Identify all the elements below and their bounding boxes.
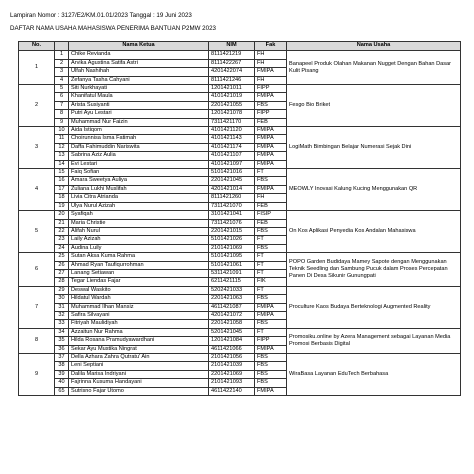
nama-ketua-cell: Fajrinna Kusuma Handayani (69, 379, 209, 387)
nama-ketua-cell: Aida Istiqom (69, 127, 209, 135)
fak-cell: FEB (255, 219, 287, 227)
nama-ketua-cell: Deswal Waskito (69, 286, 209, 294)
nim-cell: 6211421115 (209, 278, 255, 286)
nama-ketua-cell: Sekar Ayu Mustika Ningrat (69, 345, 209, 353)
nim-cell: 5101421026 (209, 236, 255, 244)
nama-ketua-cell: Laily Azizah (69, 236, 209, 244)
nim-cell: 5101421016 (209, 169, 255, 177)
fak-cell: FMIPA (255, 303, 287, 311)
table-row (19, 127, 461, 135)
table-row (19, 286, 461, 294)
fak-cell: FIK (255, 278, 287, 286)
nama-ketua-cell: Arista Susiyanti (69, 101, 209, 109)
nim-cell: 2101421039 (209, 362, 255, 370)
nim-cell: 7311421076 (209, 219, 255, 227)
nama-ketua-cell: Sutan Aksa Kuma Rahma (69, 253, 209, 261)
nim-cell: 4101421120 (209, 127, 255, 135)
nim-cell: 2201421055 (209, 101, 255, 109)
fak-cell: FIPP (255, 85, 287, 93)
student-business-table (18, 41, 461, 396)
group-number: 5 (19, 211, 55, 253)
fak-cell: FT (255, 269, 287, 277)
row-number: 14 (55, 160, 69, 168)
nim-cell: 7311421170 (209, 118, 255, 126)
nama-ketua-cell: Della Azhara Zahra Qutratu' Ain (69, 354, 209, 362)
nim-cell: 4101421107 (209, 152, 255, 160)
group-number: 3 (19, 127, 55, 169)
fak-cell: FEB (255, 118, 287, 126)
nama-usaha-cell: WiraBasa Layanan EduTech Berbahasa (287, 354, 461, 396)
nim-cell: 4611421066 (209, 345, 255, 353)
nama-usaha-cell: Proculture Kaos Budaya Berteknologi Augmented Reality (287, 286, 461, 328)
nama-ketua-cell: Siti Nurkhayati (69, 85, 209, 93)
nama-ketua-cell: Arvika Agustina Satifa Astri (69, 59, 209, 67)
nama-ketua-cell: Muhammad Nur Faizin (69, 118, 209, 126)
row-number: 27 (55, 269, 69, 277)
row-number: 36 (55, 345, 69, 353)
nama-usaha-cell: Banapeel Produk Olahan Makanan Nugget Dengan Bahan Dasar Kulit Pisang (287, 51, 461, 85)
fak-cell: FT (255, 236, 287, 244)
fak-cell: FBS (255, 362, 287, 370)
fak-cell: FH (255, 59, 287, 67)
nama-ketua-cell: Lanang Setiawan (69, 269, 209, 277)
row-number: 26 (55, 261, 69, 269)
nama-ketua-cell: Fitriyah Maulidiyah (69, 320, 209, 328)
row-number: 4 (55, 76, 69, 84)
lampiran-line: Lampiran Nomor : 3127/E2/KM.01.01/2023 Tanggal : 19 Juni 2023 (10, 12, 192, 19)
fak-cell: FBS (255, 370, 287, 378)
nama-ketua-cell: Zefanya Tasha Cahyani (69, 76, 209, 84)
nama-ketua-cell: Evi Lestari (69, 160, 209, 168)
row-number: 23 (55, 236, 69, 244)
row-number: 31 (55, 303, 69, 311)
fak-cell: FH (255, 194, 287, 202)
fak-cell: FT (255, 169, 287, 177)
nim-cell: 4201422074 (209, 68, 255, 76)
row-number: 65 (55, 387, 69, 395)
nama-usaha-cell: MEOWLY Inovasi Kalung Kucing Menggunakan QR (287, 169, 461, 211)
nama-ketua-cell: Ulya Nurul Azizah (69, 202, 209, 210)
row-number: 18 (55, 194, 69, 202)
row-number: 13 (55, 152, 69, 160)
nim-cell: 5311421091 (209, 269, 255, 277)
group-number: 1 (19, 51, 55, 85)
nama-usaha-cell: POPO Garden Budidaya Mamey Sapote dengan Menggunakan Teknik Seedling dan Sambung Pucuk dalam Proses Percepatan Panen Di Desa Sikunir Gunungpati (287, 253, 461, 287)
nama-usaha-cell: Promosiku.online by Azera Management sebagai Layanan Media Promosi Berbasis Digital (287, 328, 461, 353)
row-number: 33 (55, 320, 69, 328)
row-number: 22 (55, 227, 69, 235)
fak-cell: FMIPA (255, 345, 287, 353)
nama-ketua-cell: Azzaitun Nur Rahma (69, 328, 209, 336)
row-number: 12 (55, 143, 69, 151)
nama-ketua-cell: Putri Ayu Lestari (69, 110, 209, 118)
col-header-nama-ketua: Nama Ketua (69, 42, 209, 51)
nim-cell: 4101421097 (209, 160, 255, 168)
nama-ketua-cell: Zuliana Lukhi Muslifah (69, 185, 209, 193)
table-row (19, 51, 461, 59)
nim-cell: 1201421011 (209, 85, 255, 93)
nama-ketua-cell: Dalila Marisa Indriyani (69, 370, 209, 378)
fak-cell: FH (255, 51, 287, 59)
group-number: 7 (19, 286, 55, 328)
fak-cell: FBS (255, 177, 287, 185)
nama-ketua-cell: Ahmad Ryan Taufiqurrohman (69, 261, 209, 269)
fak-cell: FMIPA (255, 93, 287, 101)
nama-ketua-cell: Sabrina Aziz Aulia (69, 152, 209, 160)
fak-cell: FMIPA (255, 160, 287, 168)
row-number: 9 (55, 118, 69, 126)
group-number: 6 (19, 253, 55, 287)
nim-cell: 4201421014 (209, 185, 255, 193)
nim-cell: 7311421070 (209, 202, 255, 210)
row-number: 1 (55, 51, 69, 59)
nama-ketua-cell: Audina Luily (69, 244, 209, 252)
row-number: 15 (55, 169, 69, 177)
nama-ketua-cell: Ulfah Nashihah (69, 68, 209, 76)
document-title: DAFTAR NAMA USAHA MAHASISWA PENERIMA BANTUAN P2MW 2023 (10, 25, 216, 32)
row-number: 32 (55, 311, 69, 319)
nim-cell: 4101421019 (209, 93, 255, 101)
nama-ketua-cell: Daffa Fahimuddin Nariswita (69, 143, 209, 151)
nama-usaha-cell: LogiMath Bimbingan Belajar Numerasi Sejak Dini (287, 127, 461, 169)
fak-cell: FISIP (255, 211, 287, 219)
row-number: 11 (55, 135, 69, 143)
nim-cell: 2101421069 (209, 244, 255, 252)
row-number: 39 (55, 370, 69, 378)
row-number: 3 (55, 68, 69, 76)
table-row (19, 328, 461, 336)
nim-cell: 2201421058 (209, 320, 255, 328)
row-number: 17 (55, 185, 69, 193)
nama-ketua-cell: Tegar Liendas Fajar (69, 278, 209, 286)
nim-cell: 2101421056 (209, 354, 255, 362)
fak-cell: FBS (255, 354, 287, 362)
nama-ketua-cell: Livia Citra Atrianda (69, 194, 209, 202)
row-number: 19 (55, 202, 69, 210)
fak-cell: FBS (255, 227, 287, 235)
row-number: 35 (55, 337, 69, 345)
nama-ketua-cell: Muhammad Ilhan Mansiz (69, 303, 209, 311)
nama-ketua-cell: Faiq Sofian (69, 169, 209, 177)
nama-usaha-cell: Fesgo Bio Briket (287, 85, 461, 127)
row-number: 5 (55, 85, 69, 93)
fak-cell: FBS (255, 320, 287, 328)
row-number: 37 (55, 354, 69, 362)
fak-cell: FBS (255, 295, 287, 303)
row-number: 24 (55, 244, 69, 252)
nim-cell: 5202421033 (209, 286, 255, 294)
nim-cell: 2101421093 (209, 379, 255, 387)
fak-cell: FT (255, 286, 287, 294)
nim-cell: 5101421095 (209, 253, 255, 261)
row-number: 10 (55, 127, 69, 135)
row-number: 2 (55, 59, 69, 67)
row-number: 20 (55, 211, 69, 219)
table-body (19, 51, 461, 396)
col-header-nama-usaha: Nama Usaha (287, 42, 461, 51)
nama-ketua-cell: Safira Silvayani (69, 311, 209, 319)
nama-ketua-cell: Leni Septiani (69, 362, 209, 370)
table-row (19, 169, 461, 177)
nama-usaha-cell: On Kos Aplikasi Penyedia Kos Andalan Mahasiswa (287, 211, 461, 253)
nim-cell: 2201421045 (209, 177, 255, 185)
nim-cell: 8111421260 (209, 194, 255, 202)
nim-cell: 3101421041 (209, 211, 255, 219)
nim-cell: 2201421069 (209, 370, 255, 378)
nim-cell: 5201421045 (209, 328, 255, 336)
nim-cell: 4201421072 (209, 311, 255, 319)
table-header-row (19, 42, 461, 51)
fak-cell: FEB (255, 202, 287, 210)
fak-cell: FT (255, 253, 287, 261)
nim-cell: 1201421084 (209, 337, 255, 345)
nim-cell: 2201421063 (209, 295, 255, 303)
row-number: 6 (55, 93, 69, 101)
nim-cell: 4611421087 (209, 303, 255, 311)
nim-cell: 8111421246 (209, 76, 255, 84)
nim-cell: 2201421015 (209, 227, 255, 235)
row-number: 29 (55, 286, 69, 294)
fak-cell: FMIPA (255, 135, 287, 143)
nama-ketua-cell: Hilda Rosana Pramudyawardhani (69, 337, 209, 345)
group-number: 2 (19, 85, 55, 127)
fak-cell: FT (255, 261, 287, 269)
fak-cell: FMIPA (255, 152, 287, 160)
fak-cell: FIPP (255, 337, 287, 345)
nim-cell: 8111421219 (209, 51, 255, 59)
fak-cell: FMIPA (255, 185, 287, 193)
col-header-no: No. (19, 42, 55, 51)
group-number: 9 (19, 354, 55, 396)
fak-cell: FBS (255, 101, 287, 109)
row-number: 8 (55, 110, 69, 118)
nama-ketua-cell: Hildatul Wardah (69, 295, 209, 303)
nama-ketua-cell: Alifah Nurul (69, 227, 209, 235)
nama-ketua-cell: Khanifatul Maula (69, 93, 209, 101)
nama-ketua-cell: Maria Christie (69, 219, 209, 227)
fak-cell: FMIPA (255, 143, 287, 151)
table-row (19, 85, 461, 93)
row-number: 16 (55, 177, 69, 185)
row-number: 40 (55, 379, 69, 387)
nama-ketua-cell: Choirunnisa Isma Fatimah (69, 135, 209, 143)
group-number: 4 (19, 169, 55, 211)
col-header-index (55, 42, 69, 51)
table-row (19, 253, 461, 261)
nama-ketua-cell: Sutrisno Fajar Utomo (69, 387, 209, 395)
nim-cell: 4101421174 (209, 143, 255, 151)
fak-cell: FMIPA (255, 68, 287, 76)
fak-cell: FT (255, 328, 287, 336)
group-number: 8 (19, 328, 55, 353)
fak-cell: FMIPA (255, 127, 287, 135)
row-number: 30 (55, 295, 69, 303)
row-number: 28 (55, 278, 69, 286)
fak-cell: FBS (255, 379, 287, 387)
nim-cell: 4611422140 (209, 387, 255, 395)
nama-ketua-cell: Chike Revianda (69, 51, 209, 59)
fak-cell: FBS (255, 244, 287, 252)
fak-cell: FH (255, 76, 287, 84)
fak-cell: FIPP (255, 110, 287, 118)
row-number: 34 (55, 328, 69, 336)
nama-ketua-cell: Amara Sweetya Auliya (69, 177, 209, 185)
nama-ketua-cell: Syafiqah (69, 211, 209, 219)
table-row (19, 354, 461, 362)
col-header-nim: NIM (209, 42, 255, 51)
nim-cell: 1201421078 (209, 110, 255, 118)
nim-cell: 4101421143 (209, 135, 255, 143)
row-number: 25 (55, 253, 69, 261)
row-number: 21 (55, 219, 69, 227)
row-number: 38 (55, 362, 69, 370)
row-number: 7 (55, 101, 69, 109)
fak-cell: FMIPA (255, 387, 287, 395)
nim-cell: 5101421061 (209, 261, 255, 269)
fak-cell: FMIPA (255, 311, 287, 319)
nim-cell: 8111422267 (209, 59, 255, 67)
table-row (19, 211, 461, 219)
col-header-fak: Fak (255, 42, 287, 51)
